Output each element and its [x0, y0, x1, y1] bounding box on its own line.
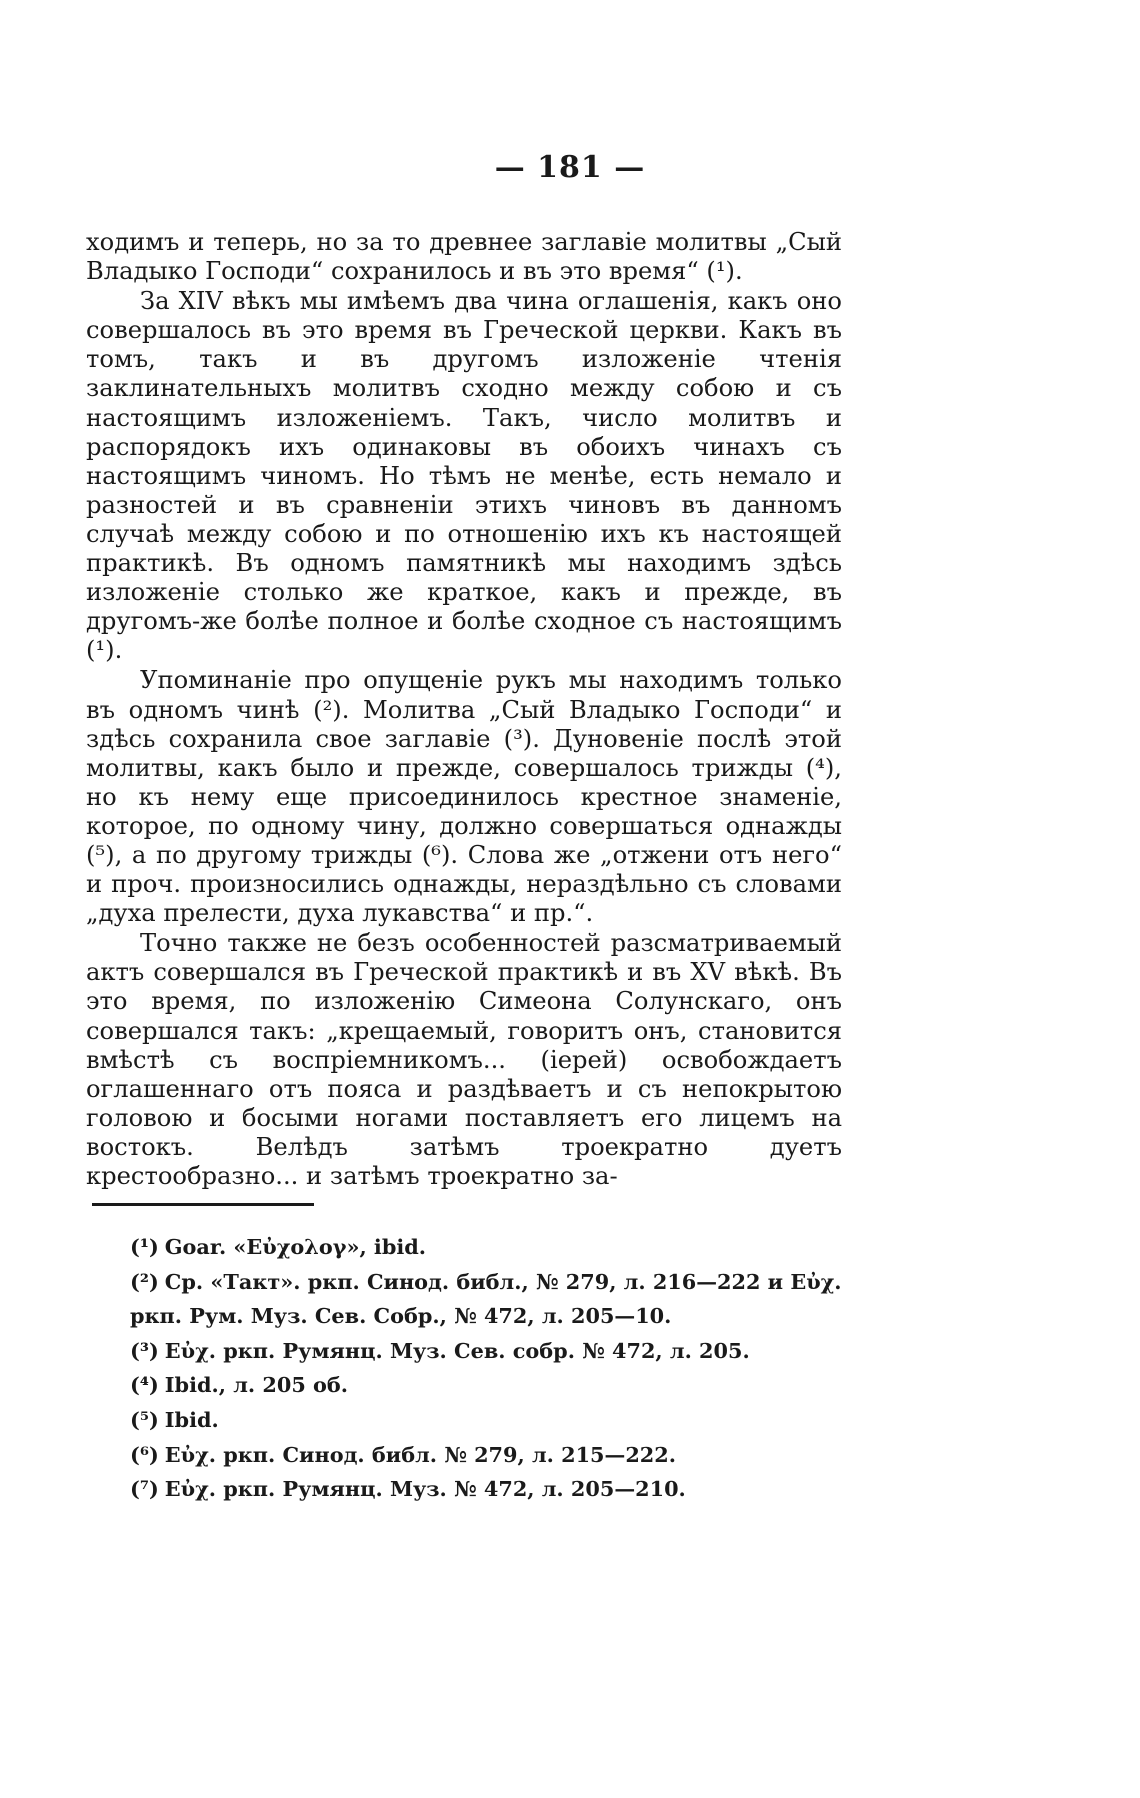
paragraph-continuation: ходимъ и теперь, но за то древнее заглавіе молитвы „Сый Владыко Господи“ сохранилось и въ это время“ (¹).	[86, 228, 842, 286]
page-number: — 181 —	[494, 150, 646, 185]
footnote-mark: (⁷)	[130, 1476, 159, 1502]
footnote-text: Ibid.	[164, 1406, 219, 1432]
footnote-text: Goar. «Εὐχολογ», ibid.	[164, 1234, 427, 1259]
footnote-text: Ibid., л. 205 об.	[164, 1372, 349, 1398]
paragraph: За XIV вѣкъ мы имѣемъ два чина оглашенія, какъ оно совершалось въ это время въ Греческой церкви. Какъ въ томъ, такъ и въ другомъ изложеніе чтенія заклинательныхъ молитвъ сходно между собою и съ настоящимъ изложеніемъ. Такъ, число молитвъ и распорядокъ ихъ одинаковы въ обоихъ чинахъ съ настоящимъ чиномъ. Но тѣмъ не менѣе, есть немало и разностей и въ сравненіи этихъ чиновъ въ данномъ случаѣ между собою и по отношенію ихъ къ настоящей практикѣ. Въ одномъ памятникѣ мы находимъ здѣсь изложеніе столько же краткое, какъ и прежде, въ другомъ-же болѣе полное и болѣе сходное съ настоящимъ (¹).	[86, 287, 842, 665]
paragraph: Точно также не безъ особенностей разсматриваемый актъ совершался въ Греческой практикѣ и въ XV вѣкѣ. Въ это время, по изложенію Симеона Солунскаго, онъ совершался такъ: „крещаемый, говоритъ онъ, становится вмѣстѣ съ воспріемникомъ... (іерей) освобождаетъ оглашеннаго отъ пояса и раздѣваетъ и съ непокрытою головою и босыми ногами поставляетъ его лицемъ на востокъ. Велѣдъ затѣмъ троекратно дуетъ крестообразно... и затѣмъ троекратно за-	[86, 929, 842, 1190]
footnote-mark: (¹)	[130, 1234, 159, 1259]
paragraph: Упоминаніе про опущеніе рукъ мы находимъ только въ одномъ чинѣ (²). Молитва „Сый Владыко Господи“ и здѣсь сохранила свое заглавіе (³). Дуновеніе послѣ этой молитвы, какъ было и прежде, совершалось трижды (⁴), но къ нему еще присоединилось крестное знаменіе, которое, по одному чину, должно совершаться однажды (⁵), а по другому трижды (⁶). Слова же „отжени отъ него“ и проч. произносились однажды, нераздѣльно съ словами „духа прелести, духа лукавства“ и пр.“.	[86, 666, 842, 928]
footnote-divider	[92, 1203, 314, 1206]
footnote-text: Ср. «Такт». ркп. Синод. библ., № 279, л. 216—222 и Εὐχ. ркп. Рум. Муз. Сев. Собр., № 472, л. 205—10.	[130, 1268, 842, 1329]
footnote	[92, 1438, 852, 1473]
footnote-mark: (³)	[130, 1337, 159, 1363]
footnote-mark: (⁵)	[130, 1406, 159, 1432]
footnote	[92, 1368, 852, 1403]
footnote-text: Εὐχ. ркп. Румянц. Муз. № 472, л. 205—210.	[164, 1476, 686, 1502]
footnote-text: Εὐχ. ркп. Румянц. Муз. Сев. собр. № 472, л. 205.	[164, 1337, 750, 1363]
footnote	[92, 1472, 852, 1507]
footnote	[92, 1334, 852, 1369]
footnote-mark: (⁴)	[130, 1372, 159, 1398]
footnote	[92, 1265, 852, 1334]
footnote-text: Εὐχ. ркп. Синод. библ. № 279, л. 215—222.	[164, 1441, 676, 1467]
footnote-mark: (⁶)	[130, 1441, 159, 1467]
main-text	[86, 228, 842, 1191]
footnotes	[92, 1230, 852, 1507]
footnote-mark: (²)	[130, 1268, 159, 1294]
footnote	[92, 1230, 852, 1265]
footnote	[92, 1403, 852, 1438]
